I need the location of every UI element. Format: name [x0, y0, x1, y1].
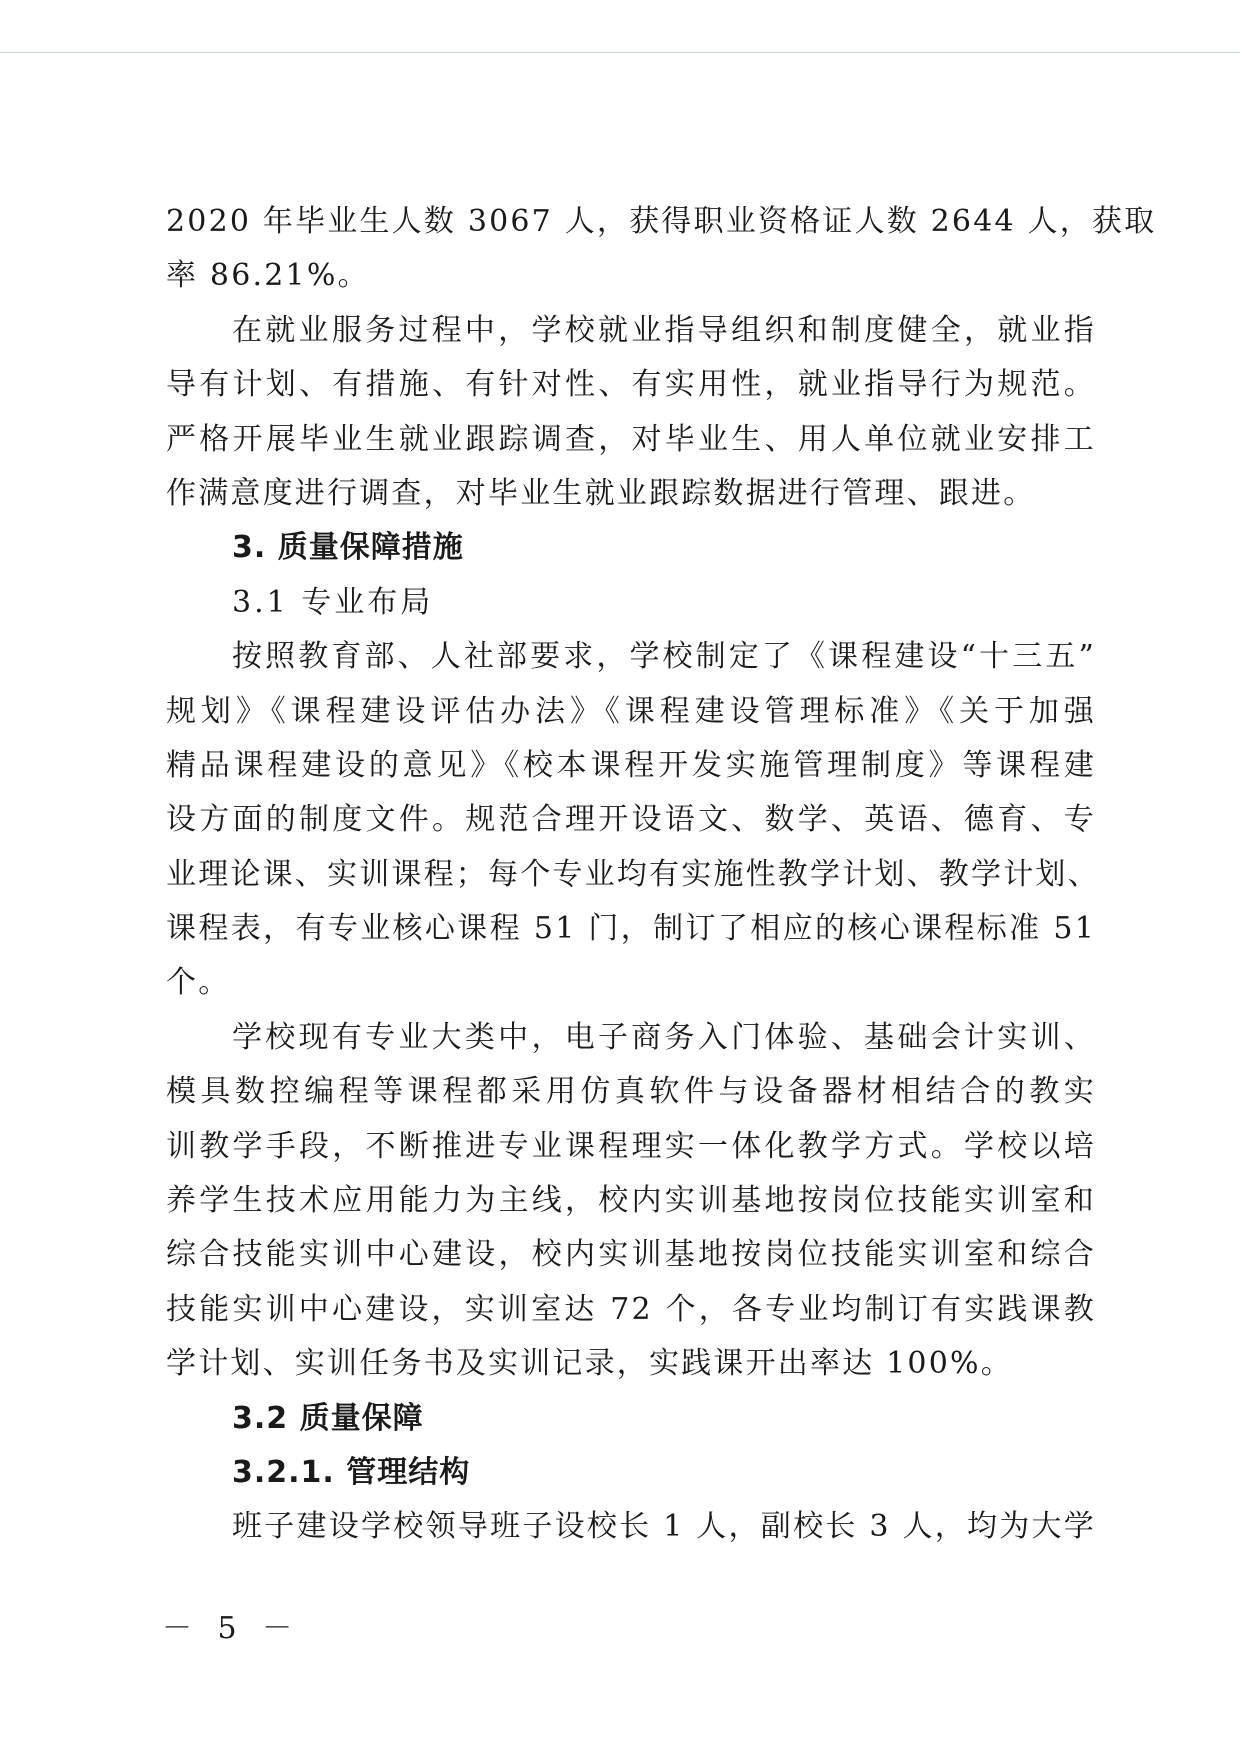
subsection-heading-quality-assurance: 3.2 质量保障: [232, 1400, 424, 1436]
body-line-4: 导有计划、有措施、有针对性、有实用性，就业指导行为规范。: [166, 367, 1096, 403]
section-heading-quality-measures: 3. 质量保障措施: [232, 530, 464, 566]
body-line-19: 养学生技术应用能力为主线，校内实训基地按岗位技能实训室和: [166, 1183, 1096, 1219]
paragraph-curriculum: 按照教育部、人社部要求，学校制定了《课程建设“十三五”: [232, 639, 1096, 675]
paragraph-employment-service: 在就业服务过程中，学校就业指导组织和制度健全，就业指: [232, 312, 1096, 348]
body-line-21: 技能实训中心建设，实训室达 72 个，各专业均制订有实践课教: [166, 1291, 1096, 1327]
body-line-2: 率 86.21%。: [166, 258, 370, 294]
body-line-22: 学计划、实训任务书及实训记录，实践课开出率达 100%。: [166, 1346, 1013, 1382]
body-line-18: 训教学手段，不断推进专业课程理实一体化教学方式。学校以培: [166, 1128, 1096, 1164]
body-line-11: 精品课程建设的意见》《校本课程开发实施管理制度》等课程建: [166, 747, 1096, 783]
subsection-heading-management-structure: 3.2.1. 管理结构: [232, 1454, 471, 1490]
body-line-14: 课程表，有专业核心课程 51 门，制订了相应的核心课程标准 51: [166, 911, 1096, 947]
subsection-heading-major-layout: 3.1 专业布局: [232, 584, 434, 620]
body-line-6: 作满意度进行调查，对毕业生就业跟踪数据进行管理、跟进。: [166, 475, 1036, 511]
body-line-20: 综合技能实训中心建设，校内实训基地按岗位技能实训室和综合: [166, 1237, 1096, 1273]
body-line-12: 设方面的制度文件。规范合理开设语文、数学、英语、德育、专: [166, 802, 1096, 838]
body-line-1: 2020 年毕业生人数 3067 人，获得职业资格证人数 2644 人，获取: [166, 204, 1157, 239]
page-number: － 5 －: [162, 1611, 301, 1646]
body-line-15: 个。: [166, 965, 231, 1001]
body-line-5: 严格开展毕业生就业跟踪调查，对毕业生、用人单位就业安排工: [166, 421, 1096, 457]
document-body: [166, 195, 1157, 1555]
header-rule: [0, 52, 1240, 53]
body-line-10: 规划》《课程建设评估办法》《课程建设管理标准》《关于加强: [166, 693, 1096, 729]
paragraph-training: 学校现有专业大类中，电子商务入门体验、基础会计实训、: [232, 1019, 1096, 1055]
body-line-13: 业理论课、实训课程；每个专业均有实施性教学计划、教学计划、: [166, 856, 1100, 892]
paragraph-leadership: 班子建设学校领导班子设校长 1 人，副校长 3 人，均为大学: [232, 1509, 1096, 1545]
body-line-17: 模具数控编程等课程都采用仿真软件与设备器材相结合的教实: [166, 1074, 1096, 1110]
